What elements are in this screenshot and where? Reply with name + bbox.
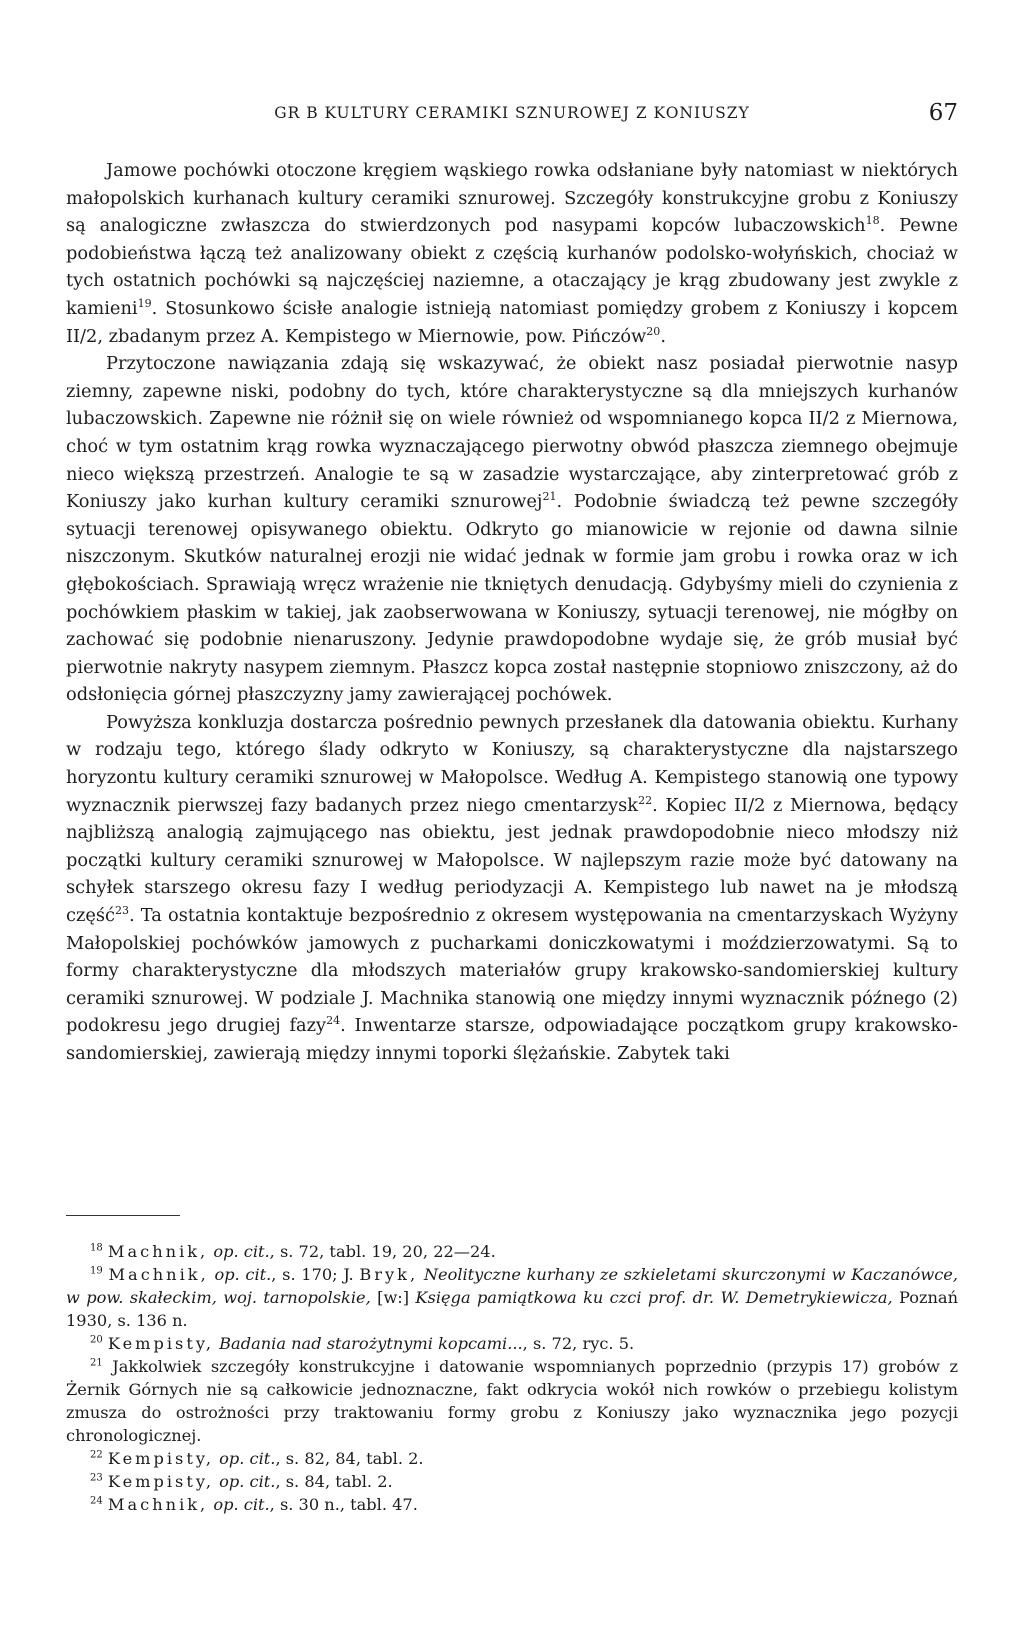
- footnote-ref: 23: [114, 904, 129, 918]
- footnote-text: , s. 84, tabl. 2.: [275, 1472, 393, 1491]
- footnote-text: , s. 72, tabl. 19, 20, 22—24.: [269, 1242, 496, 1261]
- footnote-number: 24: [90, 1495, 103, 1507]
- paragraph-text: . Stosunkowo ścisłe analogie istnieją natomiast pomiędzy grobem z Koniuszy i kopcem II/2, zbadanym przez A. Kempistego w Miernowie, pow. Pińczów: [66, 297, 958, 347]
- footnote-ref: 21: [542, 490, 557, 504]
- footnote-number: 20: [90, 1334, 103, 1346]
- footnotes: [66, 1240, 958, 1516]
- paragraph-1: [66, 157, 958, 350]
- footnote-22: [66, 1447, 958, 1470]
- footnote-18: [66, 1240, 958, 1263]
- footnote-author: Machnik,: [107, 1495, 209, 1514]
- paragraph-text: . Pewne podobieństwa łączą też analizowany obiekt z częścią kurhanów podolsko-wołyńskich, chociaż w tych ostatnich pochówki są najczęściej naziemne, a otaczający je krąg zbudowany jest zwykle z kamieni: [66, 215, 959, 319]
- footnote-ref: 19: [137, 297, 152, 311]
- footnote-20: [66, 1332, 958, 1355]
- footnote-text: , s. 72, ryc. 5.: [522, 1334, 635, 1353]
- footnote-number: 22: [90, 1449, 103, 1461]
- footnote-number: 23: [90, 1472, 103, 1484]
- footnote-author: Machnik,: [108, 1265, 209, 1284]
- footnote-italic: Księga pamiątkowa ku czci prof. dr. W. Demetrykiewicza,: [415, 1288, 893, 1307]
- footnote-italic: op. cit.: [214, 1265, 272, 1284]
- page-header: [66, 100, 958, 136]
- footnote-author: Kempisty,: [107, 1472, 214, 1491]
- paragraph-text: Przytoczone nawiązania zdają się wskazywać, że obiekt nasz posiadał pierwotnie nasyp ziemny, zapewne niski, podobny do tych, które charakterystyczne są dla mniejszych kurhanów lubaczowskich. Zapewne nie różnił się on wiele również od wspomnianego kopca II/2 z Miernowa, choć w tym ostatnim krąg rowka wyznaczającego pierwotny obwód płaszcza ziemnego obejmuje nieco większą przestrzeń. Analogie te są w zasadzie wystarczające, aby zinterpretować grób z Koniuszy jako kurhan kultury ceramiki sznurowej: [66, 353, 958, 513]
- footnote-23: [66, 1470, 958, 1493]
- paragraph-text: . Ta ostatnia kontaktuje bezpośrednio z okresem występowania na cmentarzyskach Wyżyny Małopolskiej pochówków jamowych z pucharkami doniczkowatymi i moździerzowatymi. Są to formy charakterystyczne dla młodszych materiałów grupy krakowsko-sandomierskiej kultury ceramiki sznurowej. W podziale J. Machnika stanowią one między innymi wyznacznik późnego (2) podokresu jego drugiej fazy: [66, 905, 958, 1037]
- paragraph-text: . Podobnie świadczą też pewne szczegóły sytuacji terenowej opisywanego obiektu. Odkryto go mianowicie w rejonie od dawna silnie niszczonym. Skutków naturalnej erozji nie widać jednak w formie jam grobu i rowka oraz w ich głębokościach. Sprawiają wręcz wrażenie nie tkniętych denudacją. Gdybyśmy mieli do czynienia z pochówkiem płaskim w takiej, jak zaobserwowana w Koniuszy, sytuacji terenowej, nie mógłby on zachować się podobnie nienaruszony. Jedynie prawdopodobne wydaje się, że grób musiał być pierwotnie nakryty nasypem ziemnym. Płaszcz kopca został następnie stopniowo zniszczony, aż do odsłonięcia górnej płaszczyzny jamy zawierającej pochówek.: [66, 491, 958, 706]
- footnote-ref: 20: [646, 324, 661, 338]
- footnote-text: , s. 82, 84, tabl. 2.: [275, 1449, 424, 1468]
- paragraph-text: . Inwentarze starsze, odpowiadające początkom grupy krakowsko-sandomierskiej, zawierają między innymi toporki ślężańskie. Zabytek taki: [66, 1015, 958, 1064]
- footnote-21: [66, 1355, 958, 1447]
- footnote-text: , s. 30 n., tabl. 47.: [269, 1495, 418, 1514]
- running-title: GR B KULTURY CERAMIKI SZNUROWEJ Z KONIUSZY: [274, 104, 750, 122]
- footnote-24: [66, 1493, 958, 1516]
- footnote-author: Kempisty,: [107, 1449, 214, 1468]
- footnote-text: Jakkolwiek szczegóły konstrukcyjne i datowanie wspomnianych poprzednio (przypis 17) grobów z Żernik Górnych nie są całkowicie jednoznaczne, fakt odkrycia wokół nich rowków o przebiegu kolistym zmusza do ostrożności przy traktowaniu formy grobu z Koniuszy jako wyznacznika jego pozycji chronologicznej.: [66, 1357, 958, 1445]
- footnote-text: [w:]: [370, 1288, 416, 1307]
- paragraph-3: [66, 709, 958, 1068]
- footnote-19: [66, 1263, 958, 1332]
- paragraph-text: . Kopiec II/2 z Miernowa, będący najbliższą analogią zajmującego nas obiektu, jest jednak prawdopodobnie nieco młodszy niż początki kultury ceramiki sznurowej w Małopolsce. W najlepszym razie może być datowany na schyłek starszego okresu fazy I według periodyzacji A. Kempistego lub nawet na je młodszą część: [66, 794, 958, 927]
- footnote-ref: 18: [865, 214, 880, 228]
- page-number: 67: [928, 100, 958, 126]
- paragraph-2: [66, 350, 958, 709]
- footnote-author: Kempisty,: [107, 1334, 214, 1353]
- footnote-author: Bryk,: [359, 1265, 419, 1284]
- footnote-ref: 22: [638, 793, 653, 807]
- footnote-italic: op. cit.: [219, 1449, 276, 1468]
- footnote-text: , s. 170; J.: [271, 1265, 360, 1284]
- footnote-author: Machnik,: [107, 1242, 209, 1261]
- footnote-text: Poznań 1930, s. 136 n.: [66, 1288, 958, 1330]
- footnote-italic: op. cit.: [213, 1495, 270, 1514]
- body-text: [66, 157, 958, 1068]
- footnote-number: 21: [90, 1357, 103, 1369]
- footnote-number: 19: [90, 1265, 103, 1277]
- footnote-italic: op. cit.: [213, 1242, 270, 1261]
- paragraph-text: Powyższa konkluzja dostarcza pośrednio pewnych przesłanek dla datowania obiektu. Kurhany w rodzaju tego, którego ślady odkryto w Koniuszy, są charakterystyczne dla najstarszego horyzontu kultury ceramiki sznurowej w Małopolsce. Według A. Kempistego stanowią one typowy wyznacznik pierwszej fazy badanych przez niego cmentarzysk: [66, 711, 958, 816]
- paragraph-text: Jamowe pochówki otoczone kręgiem wąskiego rowka odsłaniane były natomiast w niektórych małopolskich kurhanach kultury ceramiki sznurowej. Szczegóły konstrukcyjne grobu z Koniuszy są analogiczne zwłaszcza do stwierdzonych pod nasypami kopców lubaczowskich: [66, 160, 958, 237]
- footnote-ref: 24: [326, 1014, 341, 1028]
- footnote-number: 18: [90, 1242, 103, 1254]
- footnote-italic: Neolityczne kurhany ze szkieletami skurczonymi w Kaczanówce, w pow. skałeckim, woj. tarnopolskie,: [66, 1265, 959, 1307]
- footnote-italic: Badania nad starożytnymi kopcami...: [219, 1334, 523, 1353]
- paragraph-text: .: [660, 325, 666, 347]
- footnote-divider: [66, 1215, 180, 1216]
- footnote-italic: op. cit.: [219, 1472, 276, 1491]
